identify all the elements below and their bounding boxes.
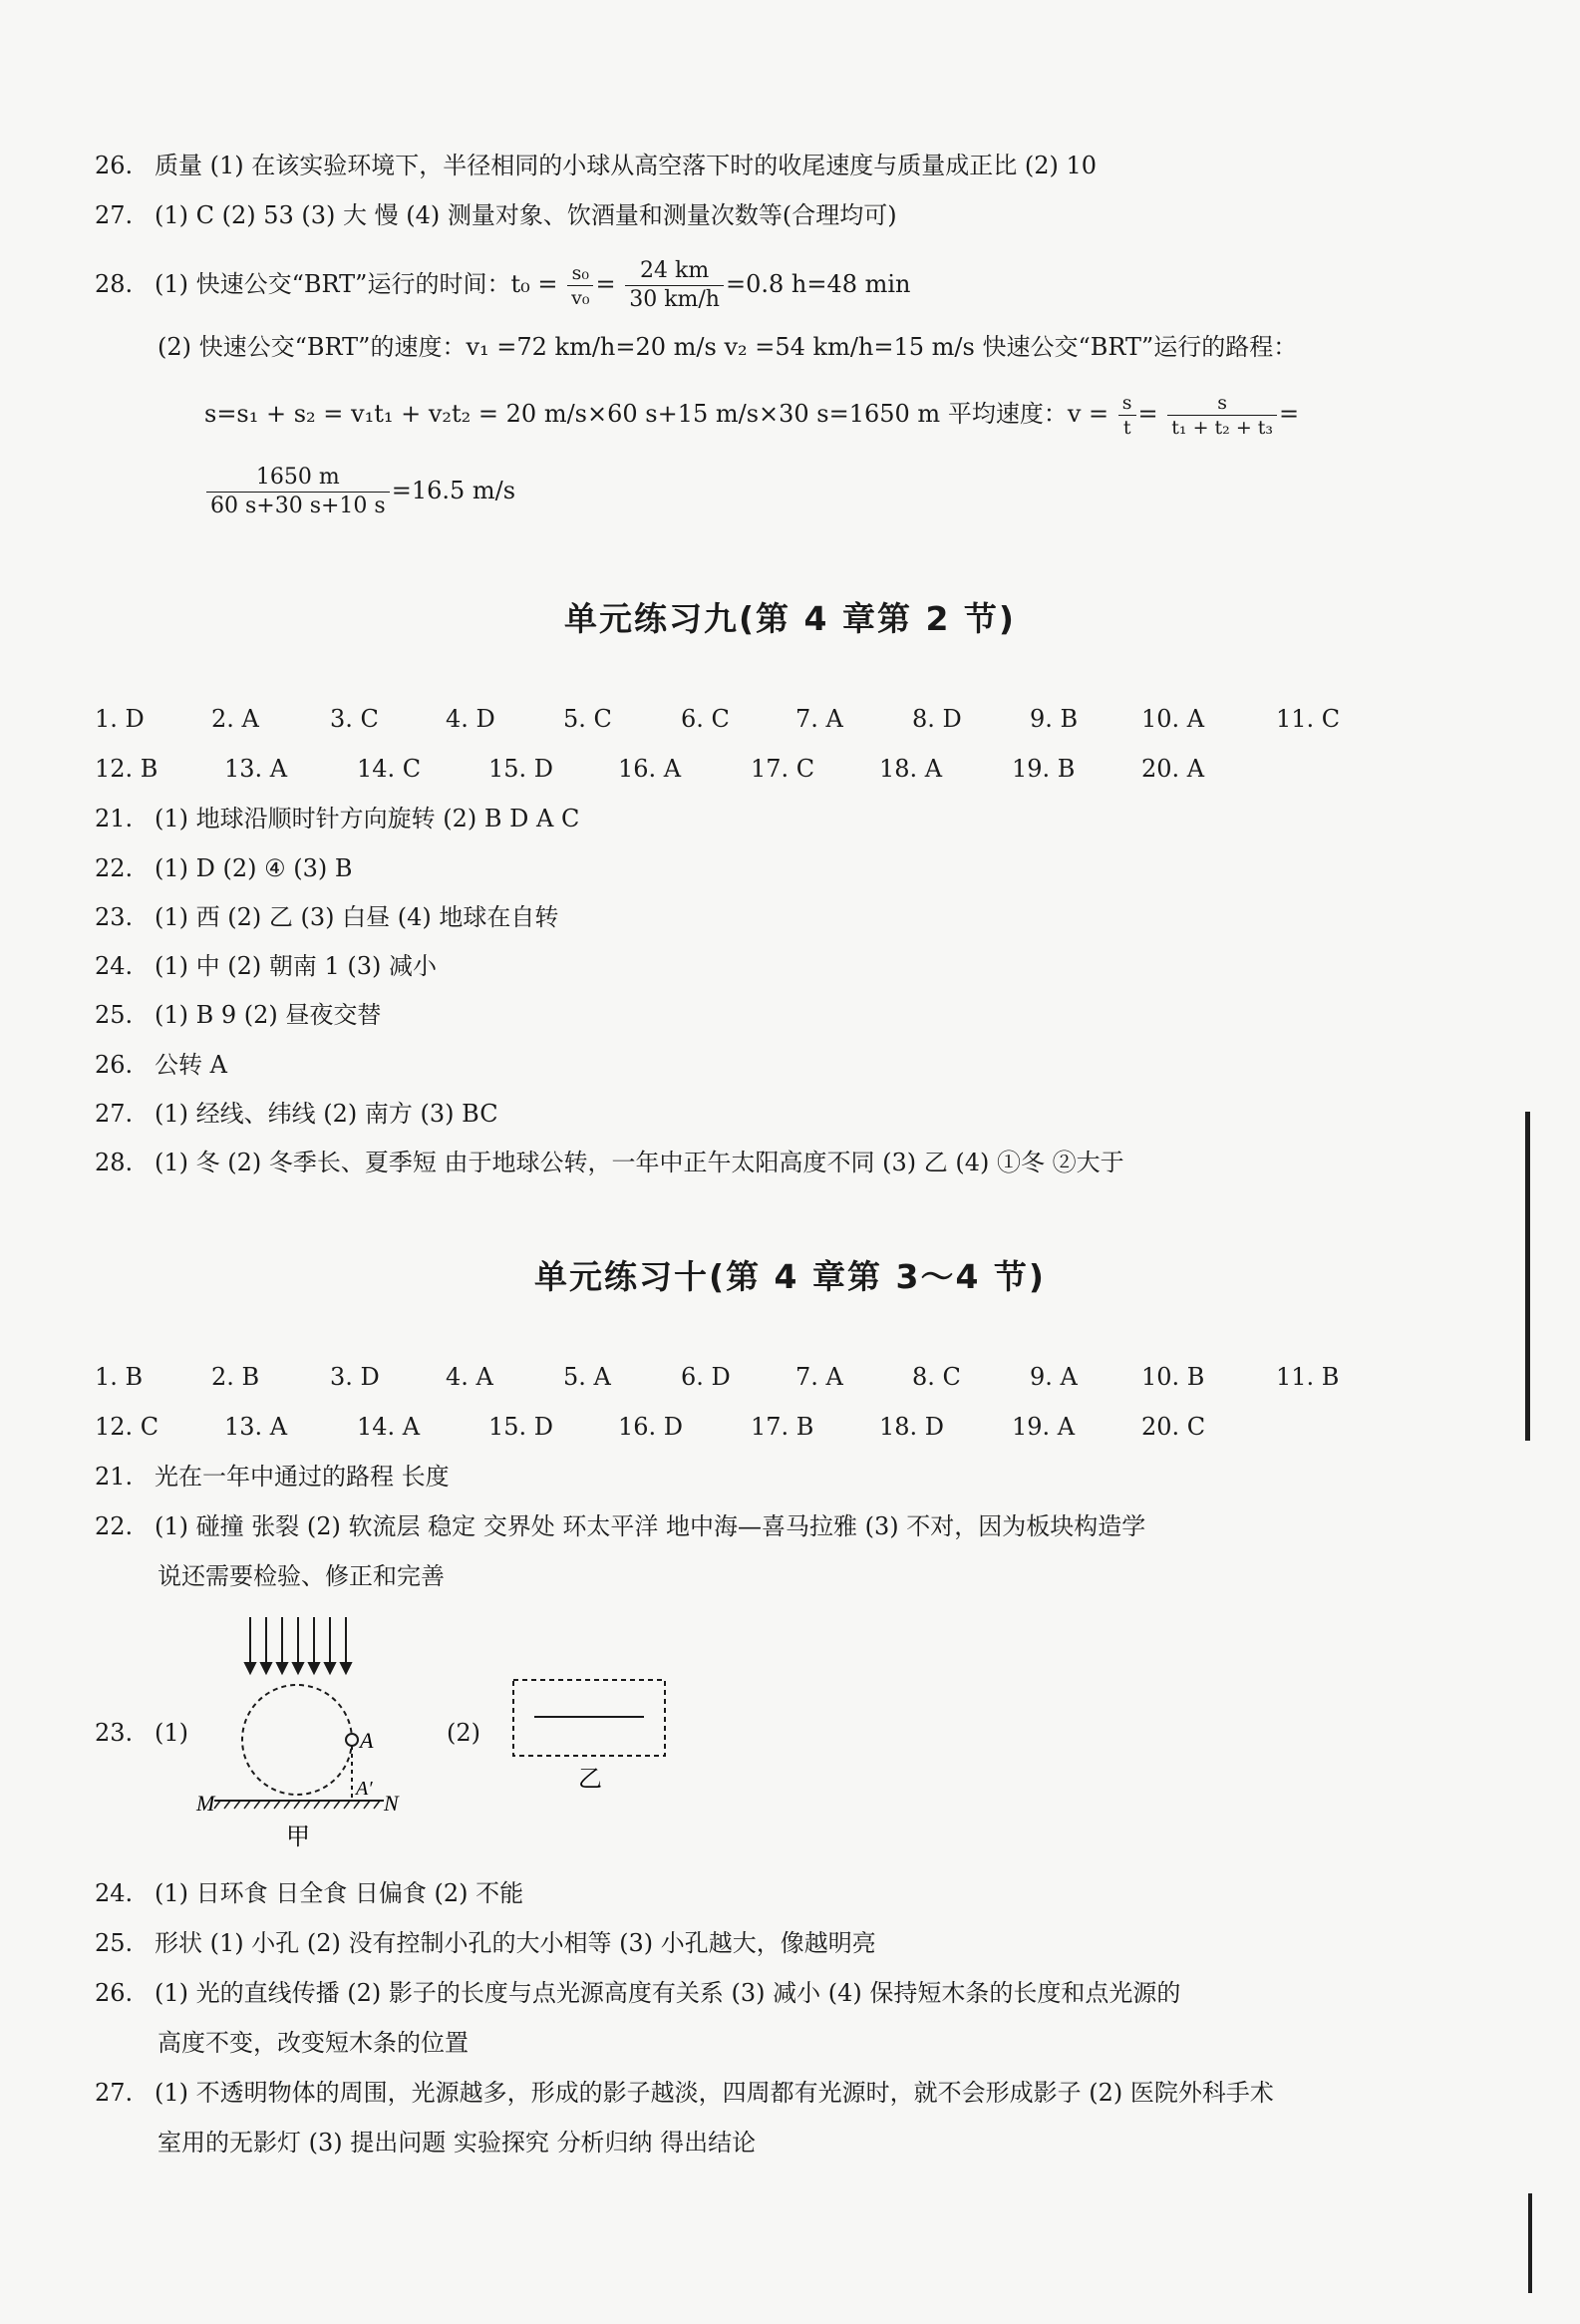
label-jia: 甲	[286, 1823, 310, 1850]
mc-answer: 20. C	[1141, 1413, 1206, 1441]
mc-answer: 1. B	[95, 1363, 144, 1391]
mc-answer: 9. B	[1030, 705, 1079, 733]
section-title-9: 单元练习九(第 4 章第 2 节)	[563, 599, 1017, 638]
mc-answer: 11. C	[1276, 705, 1341, 733]
formula-fraction: $\frac{s}{t}$	[1118, 391, 1136, 440]
mc-answer: 5. C	[563, 705, 612, 733]
answer-10-24: 24. (1) 日环食 日全食 日偏食 (2) 不能	[95, 1879, 524, 1907]
point-a-marker	[346, 1734, 358, 1746]
scan-edge-mark	[1528, 2193, 1532, 2293]
diagram-yi	[508, 1675, 678, 1795]
answer-9-22: 22. (1) D (2) ④ (3) B	[95, 854, 353, 882]
earth-orbit-circle	[242, 1685, 352, 1795]
formula-fraction: $\frac{s}{\text{t₁ + t₂ + t₃}}$	[1167, 391, 1277, 440]
mc-answer: 1. D	[95, 705, 145, 733]
mc-answer: 19. B	[1012, 755, 1076, 783]
mc-answer: 12. B	[95, 755, 158, 783]
answer-28-part2: (2) 快速公交“BRT”的速度：v₁ =72 km/h=20 m/s v₂ =54 km/h=15 m/s 快速公交“BRT”运行的路程：	[158, 333, 1298, 361]
mc-answer: 20. A	[1141, 755, 1205, 783]
ground-hatch	[214, 1801, 380, 1809]
formula-fraction: $\frac{1650 m}{60 s+30 s+10 s}$	[206, 464, 390, 520]
answer-10-26-cont: 高度不变，改变短木条的位置	[158, 2029, 469, 2057]
mc-answer: 3. D	[330, 1363, 380, 1391]
label-a-prime: A′	[356, 1778, 373, 1800]
mc-answer: 16. A	[618, 755, 682, 783]
mc-answer: 2. A	[211, 705, 259, 733]
mc-answer: 5. A	[563, 1363, 611, 1391]
answer-9-24: 24. (1) 中 (2) 朝南 1 (3) 减小	[95, 952, 438, 980]
answer-10-25: 25. 形状 (1) 小孔 (2) 没有控制小孔的大小相等 (3) 小孔越大，像越明亮	[95, 1929, 876, 1957]
mc-answer: 8. D	[912, 705, 962, 733]
answer-28-part1: 28. (1) 快速公交“BRT”运行的时间：t₀ = $\frac{\text{s₀}}{\text{v₀}}$ = $\frac{24 km}{30 km/h}$ =0.8 h=48 min	[95, 258, 911, 312]
mc-answer: 12. C	[95, 1413, 159, 1441]
mc-answer: 18. A	[879, 755, 943, 783]
mc-answer: 18. D	[879, 1413, 945, 1441]
mc-answer: 4. A	[446, 1363, 493, 1391]
mc-answer: 10. B	[1141, 1363, 1205, 1391]
answer-10-27-cont: 室用的无影灯 (3) 提出问题 实验探究 分析归纳 得出结论	[158, 2129, 757, 2157]
mc-answer: 8. C	[912, 1363, 961, 1391]
label-yi: 乙	[578, 1765, 602, 1793]
answer-9-26: 26. 公转 A	[95, 1051, 227, 1079]
mc-answer: 6. D	[681, 1363, 731, 1391]
mc-answer: 3. C	[330, 705, 379, 733]
answer-10-23: 23. (1)	[95, 1719, 188, 1747]
label-n: N	[384, 1791, 399, 1816]
section-title-10: 单元练习十(第 4 章第 3～4 节)	[533, 1257, 1046, 1296]
formula-fraction: $\frac{24 km}{30 km/h}$	[625, 257, 724, 314]
mc-answer: 9. A	[1030, 1363, 1078, 1391]
answer-9-28: 28. (1) 冬 (2) 冬季长、夏季短 由于地球公转，一年中正午太阳高度不同 (3) 乙 (4) ①冬 ②大于	[95, 1149, 1124, 1176]
answer-9-21: 21. (1) 地球沿顺时针方向旋转 (2) B D A C	[95, 805, 580, 832]
answer-28-part3: s=s₁ + s₂ = v₁t₁ + v₂t₂ = 20 m/s×60 s+15 m/s×30 s=1650 m 平均速度：v = $\frac{s}{t}$ = $\frac{s}{\text{t₁ + t₂ + t₃}}$ =	[204, 392, 1300, 439]
mc-answer: 13. A	[224, 755, 288, 783]
sunlight-arrows	[245, 1617, 351, 1673]
mc-answer: 10. A	[1141, 705, 1205, 733]
mc-answer: 19. A	[1012, 1413, 1076, 1441]
answer-9-25: 25. (1) B 9 (2) 昼夜交替	[95, 1001, 382, 1029]
answer-10-27: 27. (1) 不透明物体的周围，光源越多，形成的影子越淡，四周都有光源时，就不会形成影子 (2) 医院外科手术	[95, 2079, 1274, 2107]
label-m: M	[196, 1791, 215, 1816]
answer-10-22: 22. (1) 碰撞 张裂 (2) 软流层 稳定 交界处 环太平洋 地中海—喜马拉雅 (3) 不对，因为板块构造学	[95, 1512, 1146, 1540]
mc-answer: 4. D	[446, 705, 495, 733]
mc-answer: 15. D	[488, 1413, 554, 1441]
mc-answer: 2. B	[211, 1363, 260, 1391]
answer-9-23: 23. (1) 西 (2) 乙 (3) 白昼 (4) 地球在自转	[95, 903, 559, 931]
answer-26-top: 26. 质量 (1) 在该实验环境下，半径相同的小球从高空落下时的收尾速度与质量成正比 (2) 10	[95, 152, 1098, 179]
answer-10-22-cont: 说还需要检验、修正和完善	[158, 1562, 445, 1590]
answer-10-21: 21. 光在一年中通过的路程 长度	[95, 1463, 450, 1491]
mc-answer: 6. C	[681, 705, 730, 733]
answer-28-part4: $\frac{1650 m}{60 s+30 s+10 s}$ =16.5 m/s	[204, 461, 515, 520]
mc-answer: 14. C	[357, 755, 422, 783]
answer-10-26: 26. (1) 光的直线传播 (2) 影子的长度与点光源高度有关系 (3) 减小 (4) 保持短木条的长度和点光源的	[95, 1979, 1181, 2007]
mc-answer: 7. A	[795, 705, 843, 733]
mc-answer: 16. D	[618, 1413, 684, 1441]
scan-edge-mark	[1525, 1112, 1530, 1441]
mc-answer: 14. A	[357, 1413, 421, 1441]
formula-fraction: $\frac{\text{s₀}}{\text{v₀}}$	[567, 261, 593, 310]
label-a: A	[360, 1728, 374, 1753]
mc-answer: 11. B	[1276, 1363, 1340, 1391]
diagram-jia	[194, 1615, 434, 1864]
mc-answer: 13. A	[224, 1413, 288, 1441]
answer-27-top: 27. (1) C (2) 53 (3) 大 慢 (4) 测量对象、饮酒量和测量次数等(合理均可)	[95, 201, 897, 229]
mc-answer: 15. D	[488, 755, 554, 783]
mc-answer: 7. A	[795, 1363, 843, 1391]
answer-9-27: 27. (1) 经线、纬线 (2) 南方 (3) BC	[95, 1100, 498, 1128]
answer-10-23-part2-label: (2)	[447, 1719, 480, 1747]
mc-answer: 17. C	[751, 755, 815, 783]
mc-answer: 17. B	[751, 1413, 814, 1441]
